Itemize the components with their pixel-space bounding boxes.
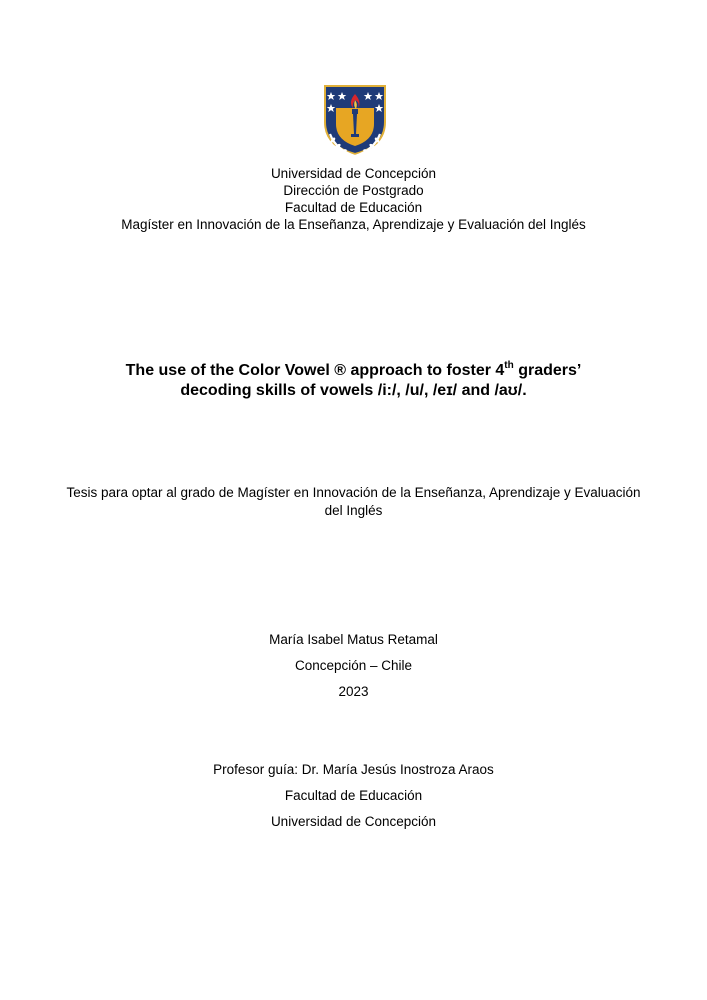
- author-place: Concepción – Chile: [294, 658, 413, 673]
- advisor-university: Universidad de Concepción: [270, 814, 437, 829]
- university-name: Universidad de Concepción: [270, 166, 437, 181]
- advisor-block: [0, 761, 707, 839]
- ordinal-superscript: th: [504, 359, 514, 371]
- university-crest-icon: [322, 84, 388, 162]
- advisor-faculty: Facultad de Educación: [284, 788, 423, 803]
- author-year: 2023: [338, 684, 369, 699]
- directorate-name: Dirección de Postgrado: [283, 183, 424, 198]
- institution-header: [0, 165, 707, 233]
- author-name: María Isabel Matus Retamal: [269, 632, 438, 647]
- thesis-title: [0, 361, 707, 401]
- title-line-1: The use of the Color Vowel ® approach to foster 4th graders’: [125, 359, 582, 379]
- title-line-2: decoding skills of vowels /i:/, /u/, /eɪ/ and /aʊ/.: [180, 382, 527, 399]
- program-name: Magíster en Innovación de la Enseñanza, Aprendizaje y Evaluación del Inglés: [121, 217, 586, 232]
- author-block: [0, 631, 707, 709]
- advisor-name: Profesor guía: Dr. María Jesús Inostroza Araos: [213, 762, 494, 777]
- faculty-name: Facultad de Educación: [284, 200, 423, 215]
- degree-statement: Tesis para optar al grado de Magíster en Innovación de la Enseñanza, Aprendizaje y Evaluación del Inglés: [66, 485, 641, 518]
